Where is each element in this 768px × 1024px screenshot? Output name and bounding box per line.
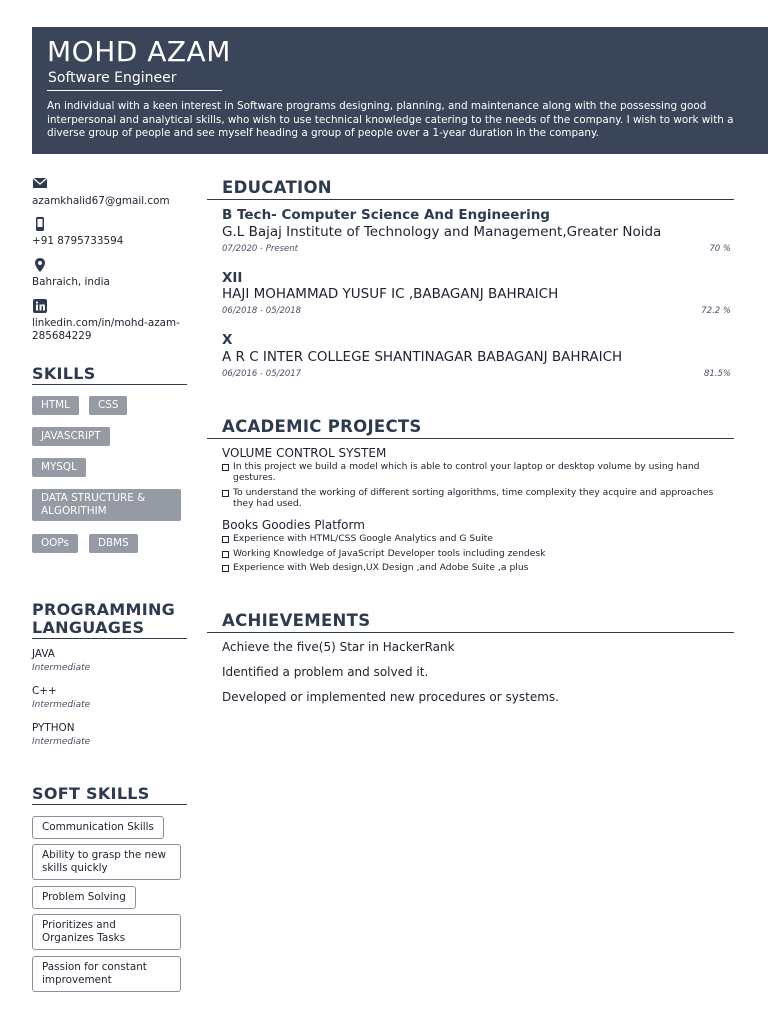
soft-skill-box: Problem Solving — [32, 886, 136, 909]
language-name: C++ — [32, 685, 57, 697]
achievement-item: Identified a problem and solved it. — [222, 665, 429, 679]
profile-summary: An individual with a keen interest in Software programs designing, planning, and maintenance along with the possessing good interpersonal and analytical skills, who wish to use technical knowledge catering to the needs of the company. I wish to work with a diverse group of people and see myself heading a group of people over a 1-year duration in the company. — [47, 100, 734, 139]
soft-skill-box: Communication Skills — [32, 816, 164, 839]
language-item — [32, 722, 90, 749]
location-text: Bahraich, india — [32, 276, 110, 288]
education-school: G.L Bajaj Institute of Technology and Management,Greater Noida — [222, 224, 662, 240]
linkedin-text: linkedin.com/in/mohd-azam-285684229 — [32, 317, 180, 342]
phone-text: +91 8795733594 — [32, 235, 124, 247]
list-item: Experience with HTML/CSS Google Analytics and G Suite — [222, 533, 734, 544]
contact-location — [32, 257, 192, 289]
contact-linkedin[interactable] — [32, 298, 192, 343]
skill-chip: CSS — [89, 396, 127, 415]
contact-email[interactable] — [32, 176, 192, 208]
education-score: 81.5% — [703, 369, 731, 379]
list-item: In this project we build a model which is able to control your laptop or desktop volume by using hand gestures. — [222, 461, 734, 483]
role-underline — [47, 90, 222, 91]
soft-skill-box: Prioritizes and Organizes Tasks — [32, 914, 181, 950]
list-item: Experience with Web design,UX Design ,and Adobe Suite ,a plus — [222, 562, 734, 573]
skill-chip: JAVASCRIPT — [32, 427, 110, 446]
achievements-heading: ACHIEVEMENTS — [207, 611, 734, 633]
education-degree: B Tech- Computer Science And Engineering — [222, 207, 550, 223]
project-title: Books Goodies Platform — [222, 518, 365, 532]
language-level: Intermediate — [32, 700, 91, 710]
project-bullets — [222, 533, 734, 577]
soft-skill-box: Ability to grasp the new skills quickly — [32, 844, 181, 880]
education-dates: 07/2020 - Present — [222, 244, 299, 254]
education-dates: 06/2018 - 05/2018 — [222, 306, 302, 316]
language-level: Intermediate — [32, 737, 91, 747]
achievement-item: Developed or implemented new procedures or systems. — [222, 690, 559, 704]
location-pin-icon — [32, 257, 48, 273]
programming-heading: PROGRAMMING LANGUAGES — [32, 601, 187, 639]
language-item — [32, 648, 90, 675]
language-name: JAVA — [32, 648, 55, 660]
language-level: Intermediate — [32, 663, 91, 673]
education-degree: X — [222, 332, 233, 348]
skill-chip: HTML — [32, 396, 79, 415]
mail-icon — [32, 176, 48, 192]
projects-heading: ACADEMIC PROJECTS — [207, 417, 734, 439]
linkedin-icon — [32, 298, 48, 314]
language-name: PYTHON — [32, 722, 75, 734]
list-item: To understand the working of different sorting algorithms, time complexity they acquire and approaches they had used. — [222, 487, 734, 509]
achievement-item: Achieve the five(5) Star in HackerRank — [222, 640, 455, 654]
soft-skill-box: Passion for constant improvement — [32, 956, 181, 992]
skill-chip: MYSQL — [32, 458, 86, 477]
education-score: 72.2 % — [701, 306, 731, 316]
list-item: Working Knowledge of JavaScript Developer tools including zendesk — [222, 548, 734, 559]
education-dates: 06/2016 - 05/2017 — [222, 369, 302, 379]
project-title: VOLUME CONTROL SYSTEM — [222, 446, 387, 460]
language-item — [32, 685, 90, 712]
candidate-role: Software Engineer — [48, 70, 177, 86]
email-text: azamkhalid67@gmail.com — [32, 195, 170, 207]
education-degree: XII — [222, 270, 243, 286]
candidate-name: MOHD AZAM — [47, 35, 231, 68]
contact-phone[interactable] — [32, 216, 192, 248]
skill-chip: DBMS — [89, 534, 138, 553]
education-school: A R C INTER COLLEGE SHANTINAGAR BABAGANJ BAHRAICH — [222, 349, 623, 365]
resume-header — [32, 27, 768, 154]
skill-chip: OOPs — [32, 534, 78, 553]
skills-heading: SKILLS — [32, 365, 187, 385]
education-school: HAJI MOHAMMAD YUSUF IC ,BABAGANJ BAHRAICH — [222, 286, 559, 302]
education-score: 70 % — [709, 244, 731, 254]
skill-chip: DATA STRUCTURE & ALGORITHIM — [32, 489, 181, 521]
soft-skills-heading: SOFT SKILLS — [32, 785, 187, 805]
phone-icon — [32, 216, 48, 232]
project-bullets — [222, 461, 734, 512]
education-heading: EDUCATION — [207, 178, 734, 200]
